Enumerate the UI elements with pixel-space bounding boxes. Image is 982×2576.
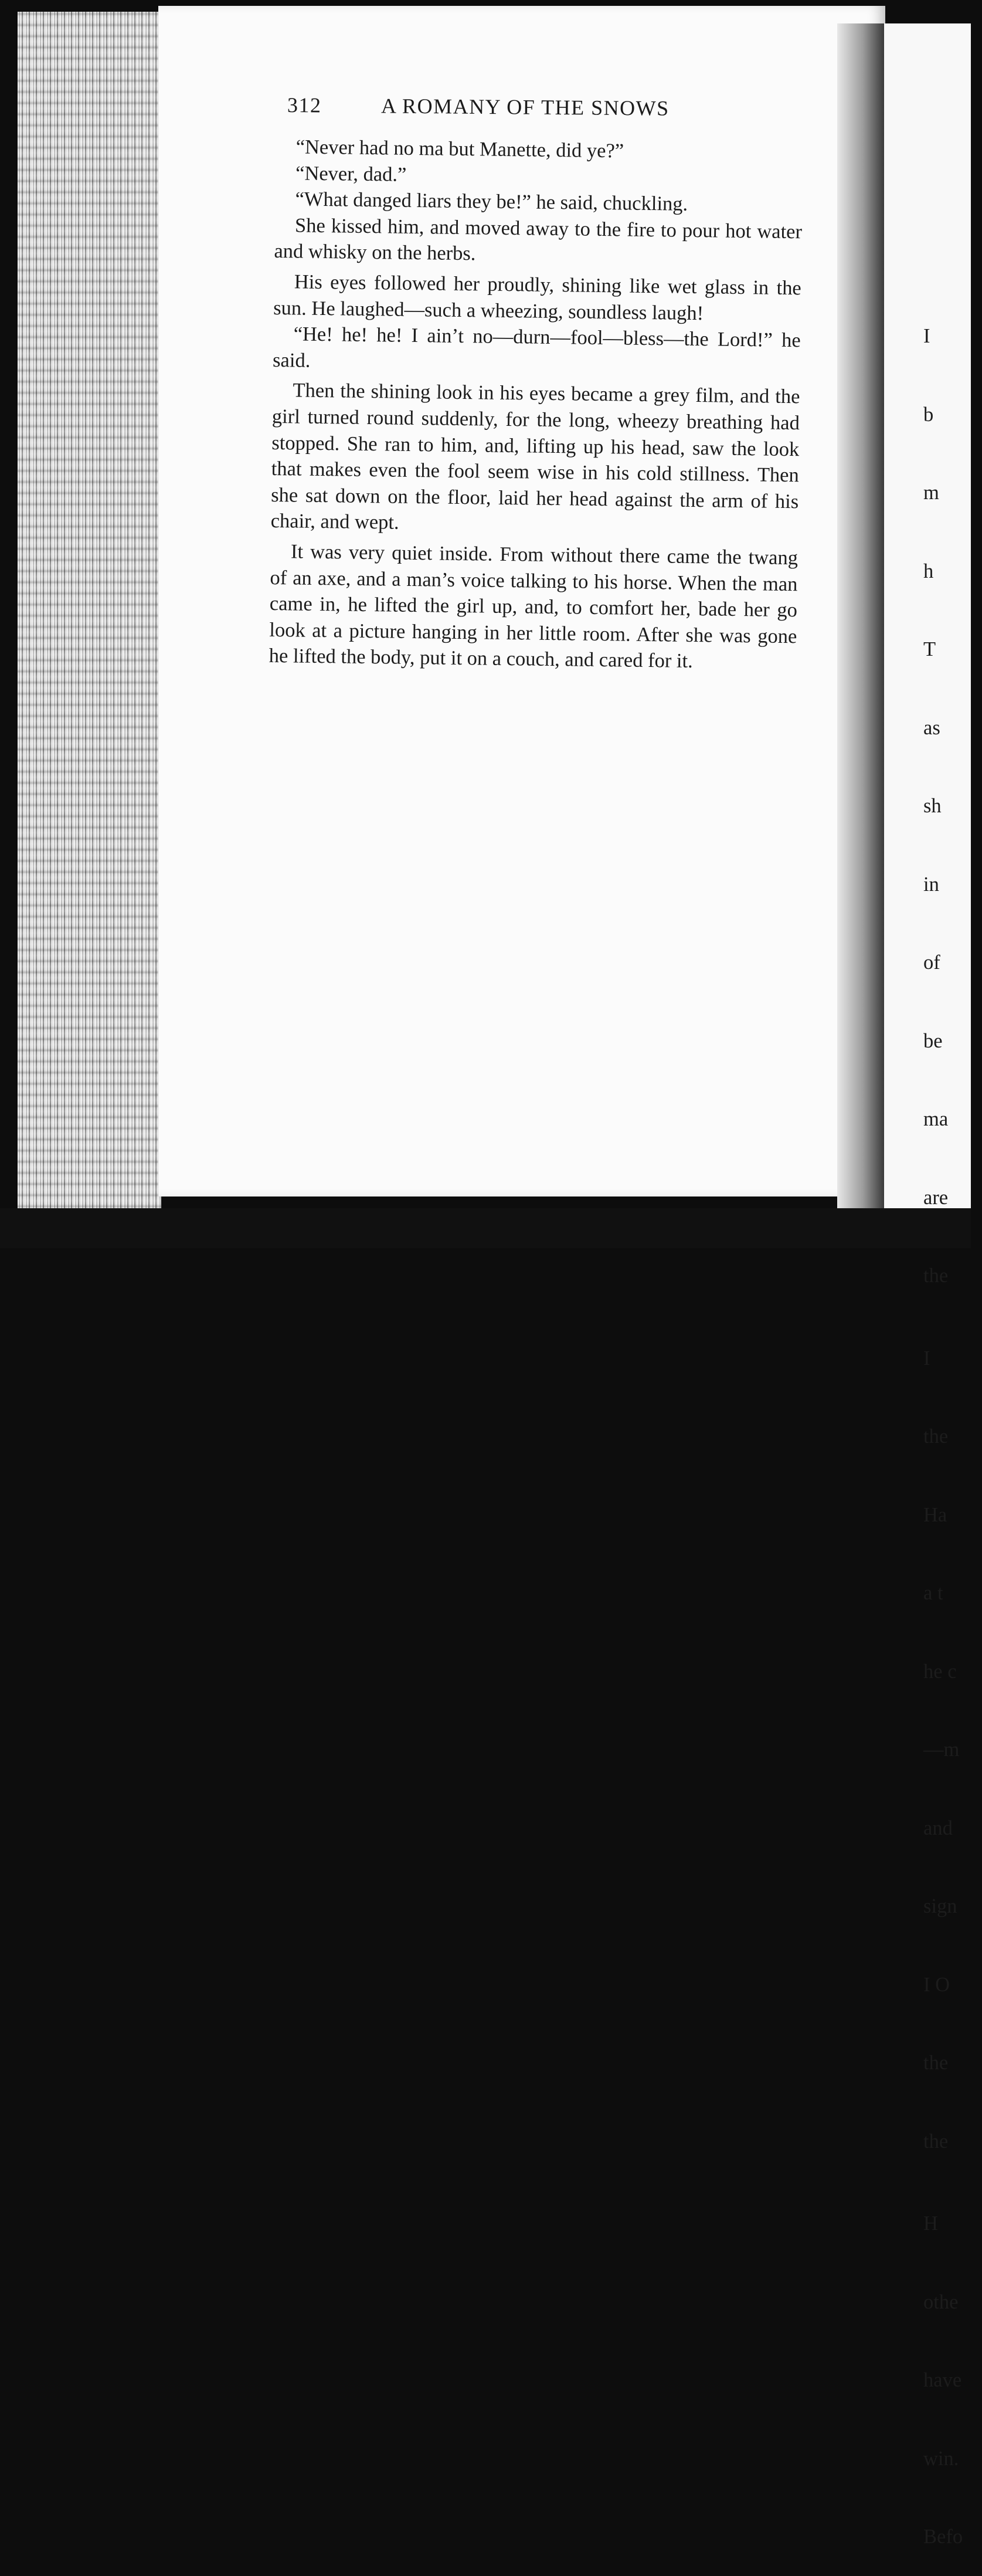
- paragraph: It was very quiet inside. From without there came the twang of an axe, and a man’s voice talking to his horse. When the man came in, he lifted the girl up, and, to comfort her, bade her go look at a picture hanging in her little room. After she was gone he lifted the body, put it on a couch, and cared for it.: [269, 540, 798, 673]
- facing-line: be: [923, 1029, 943, 1052]
- facing-line: h: [923, 560, 934, 582]
- facing-line: he c: [923, 1660, 957, 1683]
- paragraph: She kissed him, and moved away to the fire to pour hot water and whisky on the herbs.: [274, 214, 803, 265]
- facing-line: the: [923, 2130, 949, 2153]
- facing-line: in: [923, 873, 939, 896]
- facing-page-text: [923, 271, 982, 2576]
- facing-line: sh: [923, 795, 942, 817]
- book-bottom-shadow: [0, 1208, 971, 1248]
- facing-line: win.: [923, 2447, 959, 2470]
- paragraph: “What danged liars they be!” he said, chuckling.: [295, 188, 688, 216]
- facing-line: Befo: [923, 2526, 963, 2548]
- facing-line: and: [923, 1816, 953, 1839]
- facing-line: as: [923, 716, 940, 739]
- running-title: A ROMANY OF THE SNOWS: [380, 94, 670, 120]
- paragraph: “Never had no ma but Manette, did ye?”: [295, 135, 624, 162]
- facing-line: sign: [923, 1895, 957, 1917]
- facing-line: have: [923, 2369, 962, 2391]
- facing-line: the: [923, 2052, 949, 2074]
- facing-line: othe: [923, 2290, 959, 2313]
- facing-line: b: [923, 403, 934, 426]
- facing-line: —m: [923, 1738, 960, 1761]
- paragraph: Then the shining look in his eyes became a grey film, and the girl turned round suddenly, for the long, wheezy breathing had stopped. She ran to him, and, lifting up his head, saw the look that makes even the fool seem wise in his cold stillness. Then she sat down on the floor, laid her head against the arm of his chair, and wept.: [270, 379, 800, 534]
- facing-line: I O: [923, 1973, 950, 1996]
- facing-line: the: [923, 1265, 949, 1287]
- facing-line: I: [923, 1347, 930, 1370]
- facing-line: are: [923, 1186, 949, 1209]
- facing-line: H: [923, 2212, 938, 2235]
- paragraph: His eyes followed her proudly, shining like wet glass in the sun. He laughed—such a wheezing, soundless laugh!: [273, 270, 802, 324]
- facing-line: I: [923, 325, 930, 347]
- facing-line: a t: [923, 1582, 943, 1604]
- facing-line: T: [923, 638, 936, 660]
- facing-line: Ha: [923, 1503, 947, 1526]
- facing-line: the: [923, 1425, 949, 1448]
- book-gutter: [837, 23, 884, 1208]
- body-text: [269, 134, 803, 676]
- paragraph: “Never, dad.”: [295, 162, 407, 186]
- facing-line: ma: [923, 1108, 949, 1130]
- book-page-edges: [18, 12, 161, 1208]
- facing-line: of: [923, 951, 940, 974]
- facing-line: m: [923, 482, 939, 504]
- running-head: [287, 93, 745, 126]
- paragraph: “He! he! he! I ain’t no—durn—fool—bless—the Lord!” he said.: [272, 323, 801, 372]
- page-number: 312: [287, 93, 322, 117]
